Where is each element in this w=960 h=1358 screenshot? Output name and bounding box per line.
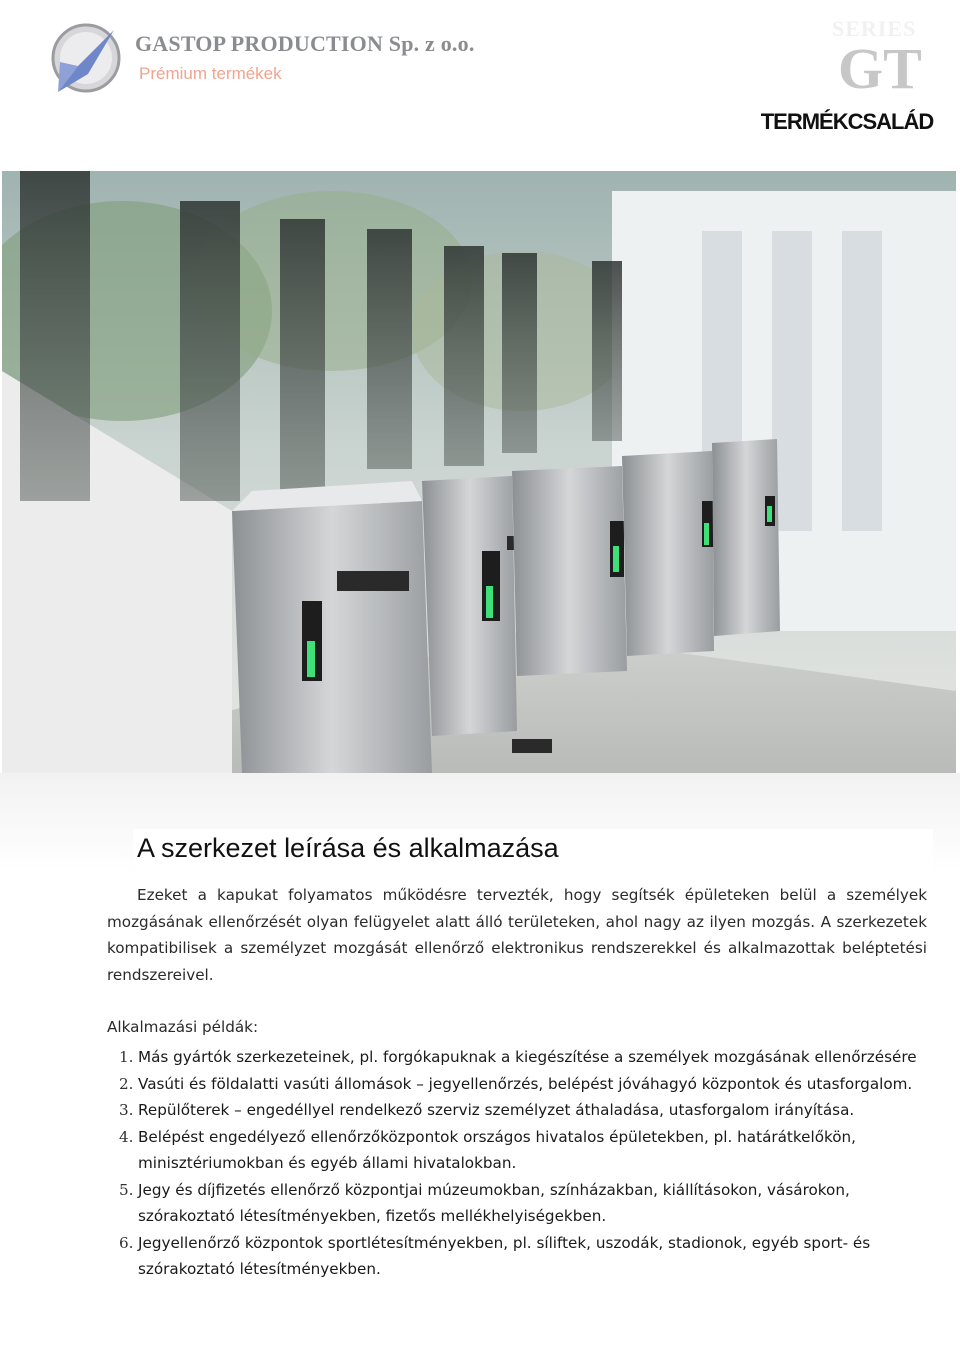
examples-list xyxy=(107,1044,937,1283)
turnstile-gates-photo xyxy=(2,171,956,773)
series-code: GT xyxy=(838,36,922,101)
list-item xyxy=(107,1044,937,1071)
list-item xyxy=(107,1230,937,1283)
description-paragraph: Ezeket a kapukat folyamatos működésre tervezték, hogy segítsék épületeken belül a személyek mozgásának ellenőrzését olyan felügyelet alatt álló területeken, ahol nagy az ilyen mozgás. A szerkezetek kompatibilisek a személyzet mozgását ellenőrző elektronikus rendszerekkel és alkalmazottak beléptetési rendszereivel. xyxy=(107,886,927,984)
list-number: 2. xyxy=(119,1074,134,1093)
tagline: Prémium termékek xyxy=(139,64,282,83)
list-number: 5. xyxy=(119,1180,134,1199)
list-item-text: Vasúti és földalatti vasúti állomások – jegyellenőrzés, belépést jóváhagyó központok és utasforgalom. xyxy=(138,1074,913,1093)
series-label: SERIES xyxy=(832,16,917,41)
product-family-label: TERMÉKCSALÁD xyxy=(757,106,937,138)
list-item xyxy=(107,1124,937,1177)
list-number: 4. xyxy=(119,1127,134,1146)
list-item xyxy=(107,1097,937,1124)
section-title: A szerkezet leírása és alkalmazása xyxy=(137,833,559,863)
company-logo-icon xyxy=(48,22,122,96)
company-name: GASTOP PRODUCTION Sp. z o.o. xyxy=(135,31,475,56)
list-item-text: Más gyártók szerkezeteinek, pl. forgókapuknak a kiegészítése a személyek mozgásának ellenőrzésére xyxy=(138,1048,917,1066)
list-item-text: Jegy és díjfizetés ellenőrző központjai múzeumokban, színházakban, kiállításokon, vásárokon, szórakoztató létesítményekben, fizetős mellékhelyiségekben. xyxy=(138,1180,850,1225)
examples-heading: Alkalmazási példák: xyxy=(107,1018,259,1036)
list-number: 3. xyxy=(119,1101,134,1119)
list-item xyxy=(107,1177,937,1230)
list-item-text: Repülőterek – engedéllyel rendelkező szerviz személyzet áthaladása, utasforgalom irányítása. xyxy=(138,1101,855,1119)
list-number: 1. xyxy=(119,1048,134,1066)
list-item xyxy=(107,1071,937,1098)
list-item-text: Belépést engedélyező ellenőrzőközpontok országos hivatalos épületekben, pl. határátkelőkön, minisztériumokban és egyéb állami hivatalokban. xyxy=(138,1127,856,1172)
list-item-text: Jegyellenőrző központok sportlétesítményekben, pl. síliftek, uszodák, stadionok, egyéb sport- és szórakoztató létesítményekben. xyxy=(138,1233,871,1278)
list-number: 6. xyxy=(119,1233,134,1252)
